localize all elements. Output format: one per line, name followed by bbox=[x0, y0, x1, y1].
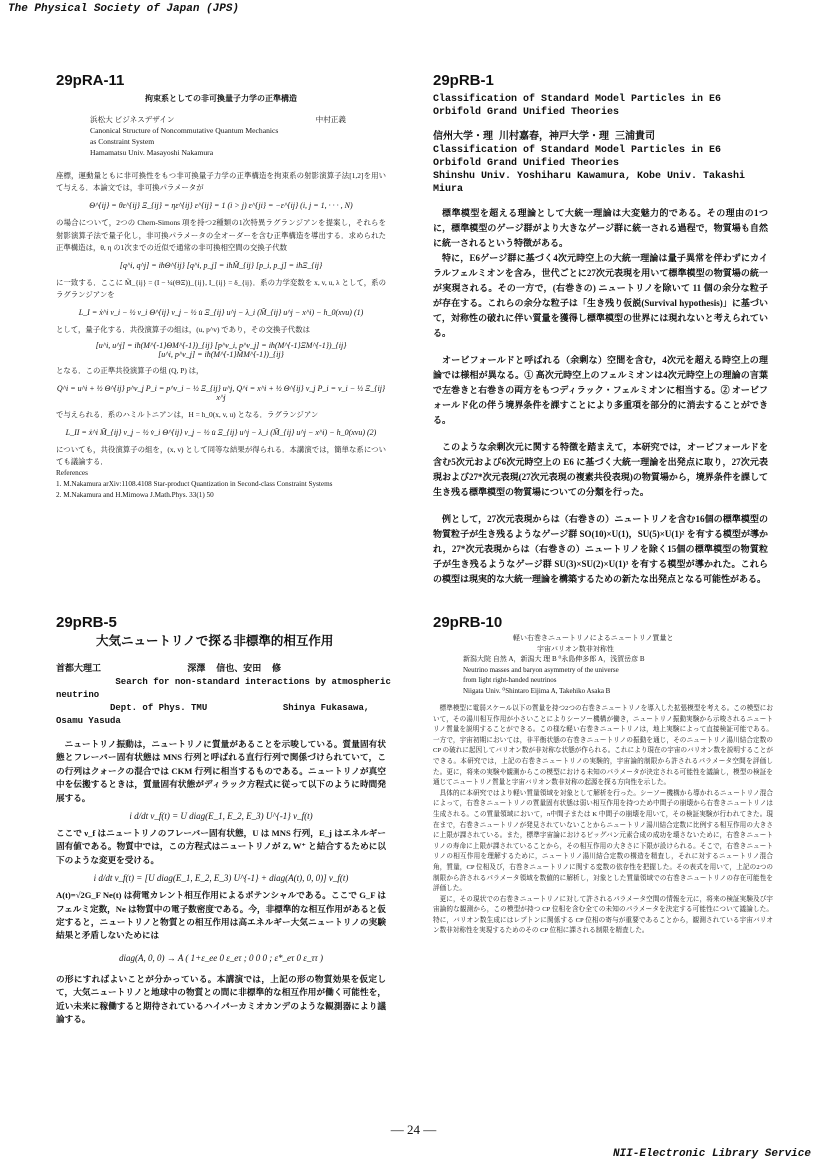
title-en-line2: from light right-handed neutrinos bbox=[463, 676, 557, 684]
abstract-code: 29pRB-5 bbox=[56, 614, 117, 631]
equation: [q^i, q^j] = iħΘ^{ij} [q^i, p_j] = iħM̃_{ij} [p_i, p_j] = iħΞ_{ij} bbox=[119, 261, 323, 271]
paragraph: に一致する．ここに M̃_{ij} = (I − ¼(ΘΞ))_{ij}, I_{ij} = δ_{ij}．系の力学変数を x, v, u, λ として，系のラグランジアンを bbox=[56, 278, 386, 300]
abstract-29pRB-10 bbox=[433, 614, 773, 1104]
reference-item: 1. M.Nakamura arXiv:1108.4108 Star-product Quantization in Second-class Constraint Systems bbox=[56, 480, 333, 489]
affiliation-en: Dept. of Phys. TMU Shinya Fukasawa, bbox=[56, 703, 370, 713]
reference-item: 2. M.Nakamura and H.Mimowa J.Math.Phys. 33(1) 50 bbox=[56, 491, 214, 500]
paragraph: ここで ν_f はニュートリノのフレーバー固有状態，U は MNS 行列，E_j はエネルギー固有値である。物質中では，この方程式はニュートリノが Z, W⁺ と結合するために以下のような変更を受ける。 bbox=[56, 828, 386, 865]
equation: L_II = ẋ^i M̃_{ij} v_j − ½ v̇_i Θ^{ij} v_j − ½ u̇ Ξ_{ij} u^j − λ_i (M̃_{ij} u^j − x^i) − h_0(xvu) (2) bbox=[65, 428, 377, 438]
equation: diag(A, 0, 0) → A ( 1+ε_ee 0 ε_eτ ; 0 0 0 ; ε*_eτ 0 ε_ττ ) bbox=[118, 952, 324, 963]
affiliation-en: Niigata Univ. ⁰Shintaro Eijima A, Takehiko Asaka B bbox=[463, 686, 611, 695]
abstract-title-ja: 大気ニュートリノで探る非標準的相互作用 bbox=[96, 634, 334, 648]
paragraph: 特に，E6ゲージ群に基づく4次元時空上の大統一理論は量子異常を伴わずにカイラルフェルミオンを含み，世代ごとに27次元表現を用いて標準模型の物質場の統一が実現される。その一方で，(右巻きの) ニュートリノを除いて 11 個の余分な粒子が存在する。これらの余分な粒子は「生き残り仮説(Survival hypothesis)」に基づいて，対称性の破れに伴い質量を獲得し標準模型の世界には現れないと考えられている。 bbox=[433, 253, 768, 338]
author-ja: 中村正義 bbox=[315, 115, 346, 124]
title-en: Search for non-standard interactions by atmospheric bbox=[56, 677, 391, 687]
affiliation-en: Hamamatsu Univ. Masayoshi Nakamura bbox=[90, 148, 214, 157]
equation: Θ^{ij} = θε^{ij} Ξ_{ij} = ηε^{ij} ε^{ij} = 1 (i > j) ε^{ji} = −ε^{ij} (i, j = 1, · · · , N) bbox=[89, 201, 353, 211]
equation: [u^i, p^v_j] = iħ(M^{-1}M̃M^{-1})_{ij} bbox=[158, 349, 284, 359]
society-header: The Physical Society of Japan (JPS) bbox=[8, 3, 240, 15]
title-en-line2: as Constraint System bbox=[90, 137, 155, 146]
title-ja-line1: 軽い右巻きニュートリノによるニュートリノ質量と bbox=[513, 634, 674, 642]
equation: Q^i = u^i + ½ Θ^{ij} p^v_j P_i = p^v_i − ½ Ξ_{ij} u^j, Q^i = x^i + ½ Θ^{ij} v_j P_i = v_i − ½ Ξ_{ij} x^j bbox=[56, 383, 386, 402]
paragraph: A(t)=√2G_F Ne(t) は荷電カレント相互作用によるポテンシャルである。ここで G_F はフェルミ定数，Ne は物質中の電子数密度である。今，非標準的な相互作用があると仮定すると，ニュートリノと物質との相互作用は高エネルギー大気ニュートリノの実験結果と矛盾しないためには bbox=[56, 890, 386, 941]
paragraph: となる．この正準共役演算子の組 (Q, P) は， bbox=[56, 365, 204, 375]
title-en-repeat: Classification of Standard Model Particles in E6 Orbifold Grand Unified Theories bbox=[433, 145, 722, 169]
abstract-code: 29pRB-10 bbox=[433, 614, 503, 631]
paragraph: 標準模型に電弱スケール以下の質量を持つ2つの右巻きニュートリノを導入した拡張模型を考える。この模型において，その湯川相互作用が小さいことによりシーソー機構が働き，ニュートリノ振動実験から示唆されるニュートリノ質量を説明することができる。この様な軽い右巻きニュートリノは，地上実験によって直接検証可能である。一方で，宇宙初期においては，非平衡状態の右巻きニュートリノの振動を通じ，そのニュートリノ湯川結合定数の CP の破れに起因してバリオン数が非対称な状態が作られる。これにより現在の宇宙のバリオン数を説明することができる。本研究では，上記の右巻きニュートリノの実験的，宇宙論的制限から許されるパラメータ空間を評価した。更に，将来の実験や観測からこの模型における未知のパラメータが決定される可能性を議論し，模型の検証を通じてニュートリノ質量と宇宙バリオン数非対称の起源を探る方向性を示した。 bbox=[433, 705, 773, 787]
title-en-cont: neutrino bbox=[56, 690, 100, 700]
affiliation-en-cont: Osamu Yasuda bbox=[56, 716, 121, 726]
paragraph: で与えられる．系のハミルトニアンは，H = h_0(x, v, u) となる．ラグランジアン bbox=[56, 409, 319, 419]
paragraph: の場合について，2つの Chern-Simons 項を持つ2種類の1次特異ラグランジアンを提案し，それらを射影演算子法で量子化し，非可換パラメータの全オーダーを含む正準構造を導出する．求められた正準構造は，θ, η の1次までの近似で通常の非可換相空間の交換子代数 bbox=[56, 218, 386, 252]
equation: L_I = ẋ^i v_i − ½ v_i Θ^{ij} v_j − ½ u̇ Ξ_{ij} u^j − λ_i (M̃_{ij} u^j − x^i) − h_0(xvu) (1) bbox=[78, 308, 364, 318]
paragraph: についても，共役演算子の組を，(x, v) として同等な結果が得られる．本講演では，簡単な系についても議論する． bbox=[56, 445, 386, 467]
paragraph: 座標，運動量ともに非可換性をもつ非可換量子力学の正準構造を拘束系の射影演算子法[1,2]を用いて与える．本論文では，非可換パラメータが bbox=[56, 171, 386, 193]
abstract-29pRA-11 bbox=[56, 72, 386, 572]
abstract-title-ja: 拘束系としての非可換量子力学の正準構造 bbox=[145, 94, 297, 103]
abstract-29pRB-5 bbox=[56, 614, 391, 1094]
paragraph: 更に，その現状での右巻きニュートリノに対して許されるパラメータ空間の情報を元に，将来の検証実験及び宇宙論的な観測から，この模型が持つ CP 位相を含む全ての未知のパラメータを決定する可能性について議論した。特に，バリオン数生成にはレプトンに関係する CP 位相の寄与が重要であることから，観測されている宇宙バリオン数非対称性を実現するためのその CP 位相に課される制限を精査した。 bbox=[433, 895, 773, 935]
title-en-line1: Canonical Structure of Noncommutative Quantum Mechanics bbox=[90, 126, 279, 135]
author-block bbox=[56, 114, 386, 158]
abstract-code: 29pRA-11 bbox=[56, 72, 125, 89]
equation: i d/dt ν_f(t) = [U diag(E_1, E_2, E_3) U^{-1} + diag(A(t), 0, 0)] ν_f(t) bbox=[93, 873, 349, 884]
abstract-29pRB-1 bbox=[433, 72, 768, 584]
equation: i d/dt ν_f(t) = U diag(E_1, E_2, E_3) U^{-1} ν_f(t) bbox=[129, 811, 313, 822]
title-en-line1: Neutrino masses and baryon asymmetry of the universe bbox=[463, 665, 619, 674]
paragraph: 具体的に本研究ではより軽い質量領域を対象として解析を行った。シーソー機構から導かれるニュートリノ混合によって，右巻きニュートリノの質量固有状態は弱い相互作用を持つため中間子の崩壊から右巻きニュートリノは生成される。この質量領域において，π中間子または K 中間子の崩壊を用いて，その検証実験が行われてきた。現在まで，右巻きニュートリノが発見されていないことからニュートリノ湯川結合定数に比例する相互作用の大きさに上限が課されている。また，標準宇宙論におけるビッグバン元素合成の成功を壊さないために，右巻きニュートリノの寿命に上限が課されていることから，その相互作用の大きさに下限が設けられる。そこで，右巻きニュートリノの相互作用を理解するために，ニュートリノ湯川結合定数の構造を精査し，それに対するニュートリノ混合角，質量，CP 位相及び，右巻きニュートリノに関する変数の依存性を把握した。その表式を用いて，上記の2つの制限から許されるパラメータ領域を数値的に解析し，対象とした質量領域での右巻きニュートリノの存在可能性を評価した。 bbox=[433, 789, 773, 893]
paragraph: オービフォールドと呼ばれる（余剰な）空間を含む，4次元を超える時空上の理論では様相が異なる。① 高次元時空上のフェルミオンは4次元時空上の理論の言葉で左巻きと右巻きの両方をもつディラック・フェルミオンに相当する。② オービフォールド化の伴う境界条件を課すことにより多重項を部分的に消去することができる。 bbox=[433, 355, 768, 425]
paragraph: の形にすればよいことが分かっている。本講演では，上記の形の物質効果を仮定して，大気ニュートリノと地球中の物質との間に非標準的な相互作用が働く可能性を，近い未来に稼働すると期待されているハイパーカミオカンデのような観測器により議論する。 bbox=[56, 973, 386, 1025]
references bbox=[56, 468, 386, 501]
affiliation-ja: 浜松大 ビジネスデザイン bbox=[90, 115, 175, 124]
abstract-code: 29pRB-1 bbox=[433, 72, 494, 89]
paragraph: このような余剰次元に関する特徴を踏まえて，本研究では，オービフォールドを含む5次元および6次元時空上の E6 に基づく大統一理論を出発点に取り，27次元表現および27*次元表現(27次元表現の複素共役表現)の物質場から，境界条件を課して生き残る標準模型の物質場についての分類を行った。 bbox=[433, 442, 768, 497]
author-block bbox=[433, 633, 773, 696]
paragraph: 標準模型を超える理論として大統一理論は大変魅力的である。その理由の1つに，標準模型のゲージ群がより大きなゲージ群に統一される過程で，物質場も自然に統一されるという特徴がある。 bbox=[433, 208, 768, 248]
affiliation-en: Shinshu Univ. Yoshiharu Kawamura, Kobe Univ. Takashi Miura bbox=[433, 171, 746, 195]
title-ja-line2: 宇宙バリオン数非対称性 bbox=[537, 644, 614, 653]
paragraph: ニュートリノ振動は，ニュートリノに質量があることを示唆している。質量固有状態とフレーバー固有状態は MNS 行列と呼ばれる直行行列で関係づけられていて，この行列はクォークの混合では CKM 行列に相当するものである。ニュートリノが真空中を伝搬するときは，質量固有状態がディラック方程式に従って以下のように時間発展する。 bbox=[56, 739, 386, 803]
equation: [u^i, u^j] = iħ(M^{-1}ΘM^{-1})_{ij} [p^v_i, p^v_j] = iħ(M^{-1}ΞM^{-1})_{ij} bbox=[95, 340, 347, 350]
affiliation-ja: 新潟大院 自然 A，新潟大 理 B ⁰永島伸多郎 A，浅賀岳彦 B bbox=[463, 655, 645, 663]
references-title: References bbox=[56, 469, 88, 478]
page-number: — 24 — bbox=[390, 1122, 437, 1137]
affiliation-ja: 首都大理工 深澤 信也、安田 修 bbox=[56, 664, 282, 674]
paragraph: 例として，27次元表現からは（右巻きの）ニュートリノを含む16個の標準模型の物質粒子が生き残るようなゲージ群 SO(10)×U(1)，SU(5)×U(1)² を有する模型が導かれ，27*次元表現からは（右巻きの）ニュートリノを除く15個の標準模型の物質粒子が生き残るようなゲージ群 SU(3)×SU(2)×U(1)³ を有する模型が導かれた。これらの模型は現実的な大統一理論を構築するための新たな出発点となる可能性がある。 bbox=[433, 514, 768, 584]
library-service-footer: NII-Electronic Library Service bbox=[612, 1148, 811, 1160]
abstract-title-en: Classification of Standard Model Particles in E6 Orbifold Grand Unified Theories bbox=[433, 94, 722, 118]
affiliation-ja: 信州大学・理 川村嘉春，神戸大学・理 三浦貴司 bbox=[433, 132, 656, 143]
paragraph: として，量子化する．共役演算子の組は，(u, p^v) であり，その交換子代数は bbox=[56, 325, 310, 335]
